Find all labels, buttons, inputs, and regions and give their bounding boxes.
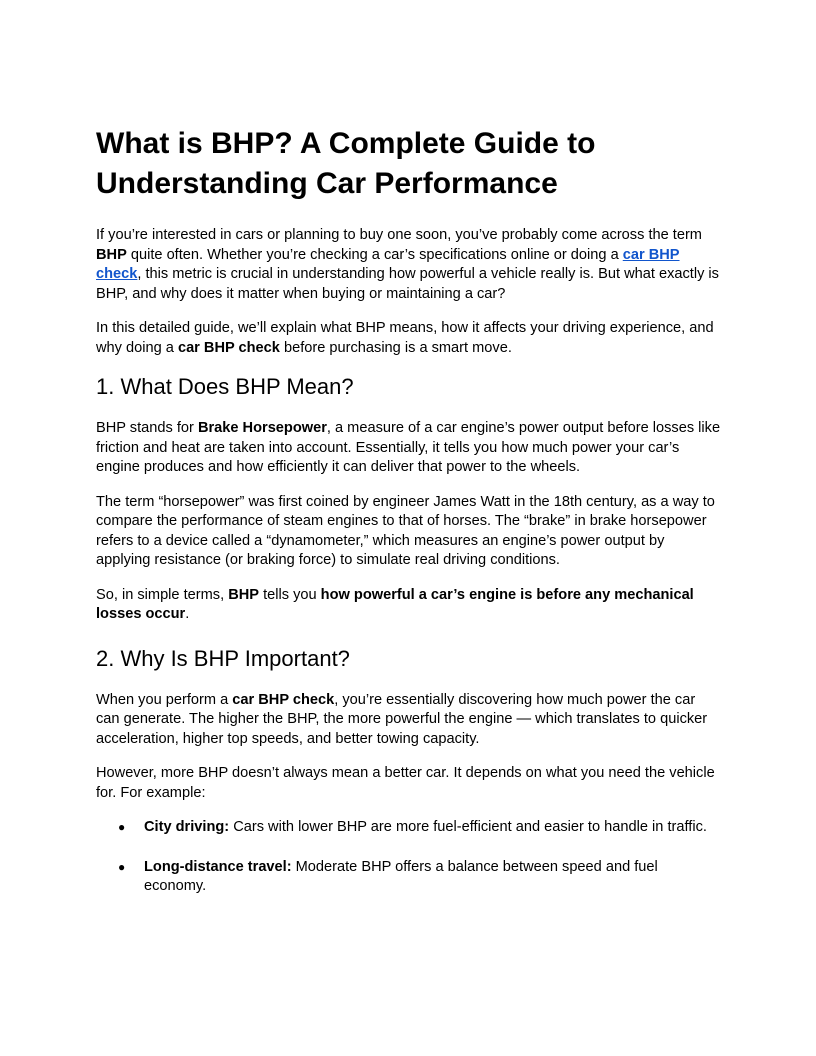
intro-text: before purchasing is a smart move. (279, 339, 512, 356)
example-list (96, 818, 722, 897)
list-item-text: Cars with lower BHP are more fuel-efficient and easier to handle in traffic. (229, 819, 707, 835)
bold-term: Brake Horsepower (197, 420, 327, 436)
body-text: , you’re essentially discovering how much power the car can generate. The higher the BHP, the more powerful the engine — which translates to quicker acceleration, higher top speeds, and better towing capacity. (96, 691, 708, 747)
bold-term: BHP (228, 586, 260, 603)
intro-text: , this metric is crucial in understanding how powerful a vehicle really is. But what exactly is BHP, and why does it matter when buying or maintaining a car? (96, 266, 719, 302)
section-heading-1: 1. What Does BHP Mean? (96, 374, 354, 399)
section1-paragraph-3 (96, 586, 722, 625)
list-item (96, 858, 722, 897)
body-text: When you perform a (96, 691, 233, 708)
intro-text: If you’re interested in cars or planning to buy one soon, you’ve probably come across the term (96, 227, 702, 243)
list-item-text: Moderate BHP offers a balance between speed and fuel economy. (144, 858, 658, 894)
section1-paragraph-1 (96, 419, 722, 478)
bullet-icon: ● (118, 859, 126, 874)
body-text: , a measure of a car engine’s power output before losses like friction and heat are taken into account. Essentially, it tells you how much power your car’s engine produces and how efficiently it can deliver that power to the wheels. (96, 420, 721, 475)
intro-text: In this detailed guide, we’ll explain what BHP means, how it affects your driving experience, and why doing a (96, 320, 714, 356)
page-title: What is BHP? A Complete Guide to Understanding Car Performance (96, 127, 596, 200)
list-item-label: Long-distance travel: (144, 858, 292, 875)
intro-text: quite often. Whether you’re checking a car’s specifications online or doing a (126, 246, 623, 263)
bold-term: car BHP check (177, 339, 280, 356)
list-item-label: City driving: (144, 819, 230, 835)
body-text: BHP stands for (96, 420, 198, 436)
bold-term: car BHP check (232, 691, 335, 708)
car-bhp-check-link[interactable]: car BHP check (96, 246, 680, 282)
list-item (96, 818, 722, 838)
section-heading-2: 2. Why Is BHP Important? (96, 645, 350, 671)
intro-paragraph-1 (96, 226, 722, 304)
bold-phrase: how powerful a car’s engine is before any mechanical losses occur (96, 586, 694, 622)
section2-paragraph-2: However, more BHP doesn’t always mean a better car. It depends on what you need the vehicle for. For example: (96, 765, 715, 801)
bold-term: BHP (96, 246, 127, 263)
bullet-icon: ● (118, 820, 126, 834)
intro-paragraph-2 (96, 319, 722, 358)
section2-paragraph-1 (96, 691, 722, 750)
body-text: So, in simple terms, (96, 586, 229, 603)
document-page (96, 124, 722, 917)
body-text: tells you (259, 586, 321, 603)
body-text: . (185, 606, 190, 622)
section1-paragraph-2: The term “horsepower” was first coined by engineer James Watt in the 18th century, as a way to compare the performance of steam engines to that of horses. The “brake” in brake horsepower refers to a device called a “dynamometer,” which measures an engine’s power output by applying resistance (or braking force) to simulate real driving conditions. (96, 493, 715, 568)
